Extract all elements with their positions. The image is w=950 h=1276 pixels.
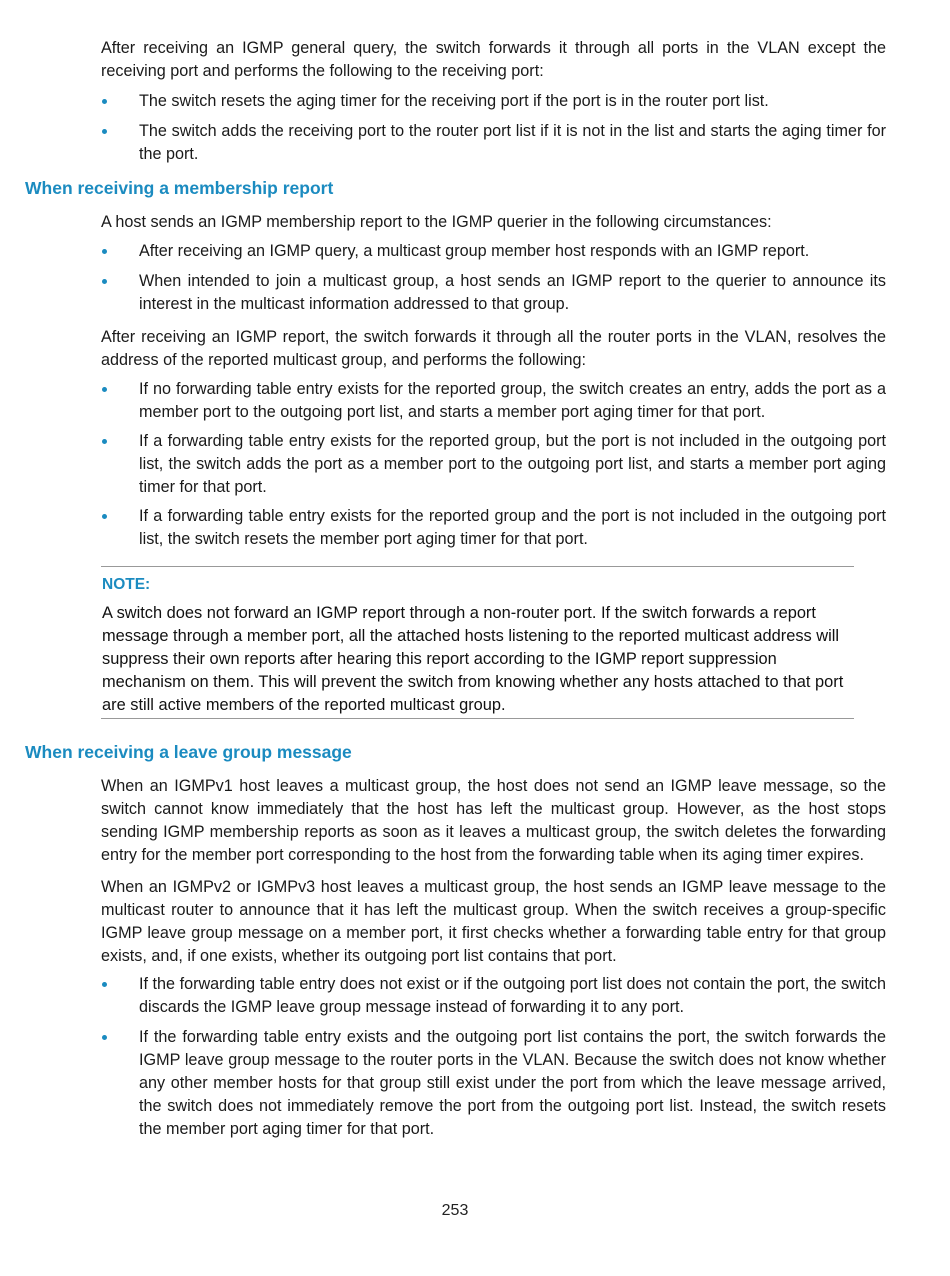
leave-bullet-list bbox=[101, 973, 886, 1141]
leave-paragraph-2: When an IGMPv2 or IGMPv3 host leaves a multicast group, the host sends an IGMP leave message to the multicast router to announce that it has left the multicast group. When the switch receives a group-specific IGMP leave group message on a member port, it first checks whether a forwarding table entry for that group exists, and, if one exists, whether its outgoing port list contains that port. bbox=[101, 878, 886, 965]
intro-bullet-list bbox=[101, 90, 886, 166]
membership-bullet-list-1 bbox=[101, 240, 886, 316]
bullet-icon bbox=[102, 129, 107, 134]
section-heading-leave-group: When receiving a leave group message bbox=[25, 742, 352, 762]
note-title: NOTE: bbox=[102, 576, 151, 593]
list-item: If the forwarding table entry does not exist or if the outgoing port list does not contain the port, the switch discards the IGMP leave group message instead of forwarding it to any port. bbox=[101, 973, 886, 1019]
list-item: If no forwarding table entry exists for the reported group, the switch creates an entry, adds the port as a member port to the outgoing port list, and starts a member port aging timer for that port. bbox=[101, 378, 886, 424]
list-item: The switch resets the aging timer for the receiving port if the port is in the router port list. bbox=[101, 90, 886, 113]
bullet-icon bbox=[102, 99, 107, 104]
intro-paragraph: After receiving an IGMP general query, the switch forwards it through all ports in the VLAN except the receiving port and performs the following to the receiving port: bbox=[101, 39, 886, 80]
list-item: If a forwarding table entry exists for the reported group and the port is not included in the outgoing port list, the switch resets the member port aging timer for that port. bbox=[101, 505, 886, 551]
list-item: After receiving an IGMP query, a multicast group member host responds with an IGMP report. bbox=[101, 240, 886, 263]
bullet-icon bbox=[102, 1035, 107, 1040]
list-item: The switch adds the receiving port to the router port list if it is not in the list and starts the aging timer for the port. bbox=[101, 120, 886, 166]
bullet-icon bbox=[102, 387, 107, 392]
bullet-icon bbox=[102, 439, 107, 444]
bullet-icon bbox=[102, 279, 107, 284]
bullet-icon bbox=[102, 249, 107, 254]
note-box bbox=[101, 566, 854, 719]
membership-paragraph-1: A host sends an IGMP membership report to the IGMP querier in the following circumstances: bbox=[101, 213, 772, 231]
note-text: A switch does not forward an IGMP report through a non-router port. If the switch forwards a report message through a member port, all the attached hosts listening to the reported multicast address will suppress their own reports after hearing this report according to the IGMP report suppression mechanism on them. This will prevent the switch from knowing whether any hosts attached to that port are still active members of the reported multicast group. bbox=[102, 604, 844, 714]
membership-paragraph-2: After receiving an IGMP report, the switch forwards it through all the router ports in the VLAN, resolves the address of the reported multicast group, and performs the following: bbox=[101, 328, 886, 369]
bullet-icon bbox=[102, 982, 107, 987]
section-heading-membership-report: When receiving a membership report bbox=[25, 178, 334, 198]
bullet-icon bbox=[102, 514, 107, 519]
list-item: If the forwarding table entry exists and the outgoing port list contains the port, the switch forwards the IGMP leave group message to the router ports in the VLAN. Because the switch does not know whether any other member hosts for that group still exist under the port from which the leave message arrived, the switch does not immediately remove the port from the outgoing port list. Instead, the switch resets the member port aging timer for that port. bbox=[101, 1026, 886, 1141]
leave-paragraph-1: When an IGMPv1 host leaves a multicast group, the host does not send an IGMP leave message, so the switch cannot know immediately that the host has left the multicast group. However, as the host stops sending IGMP membership reports as soon as it leaves a multicast group, the switch deletes the forwarding entry for the member port corresponding to the host from the forwarding table when its aging timer expires. bbox=[101, 777, 886, 864]
page-number: 253 bbox=[441, 1202, 469, 1219]
list-item: If a forwarding table entry exists for the reported group, but the port is not included in the outgoing port list, the switch adds the port as a member port to the outgoing port list, and starts a member port aging timer for that port. bbox=[101, 430, 886, 499]
list-item: When intended to join a multicast group, a host sends an IGMP report to the querier to announce its interest in the multicast information addressed to that group. bbox=[101, 270, 886, 316]
membership-bullet-list-2 bbox=[101, 378, 886, 551]
